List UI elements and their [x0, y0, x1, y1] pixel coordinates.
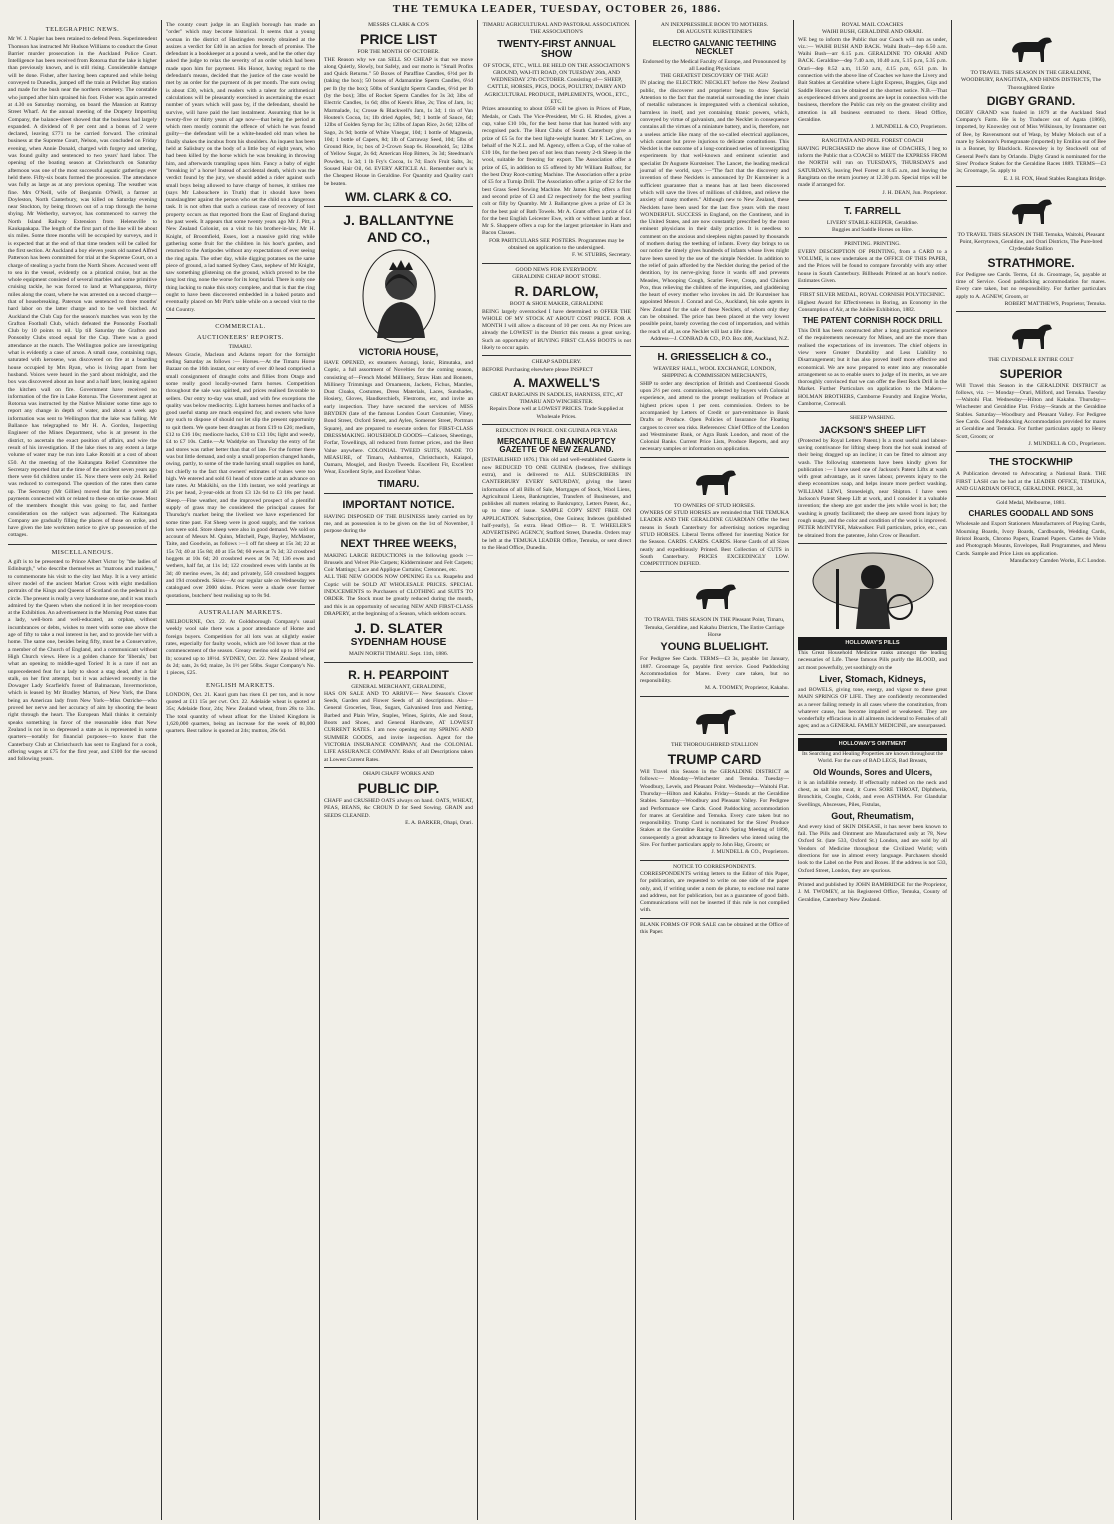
holloway-ointment-big-2: Gout, Rheumatism,	[831, 810, 914, 821]
price-list-title: PRICE LIST	[359, 31, 437, 48]
rock-drill-ad	[798, 288, 947, 408]
trump-card-signature: J. MUNDELL & CO., Proprietors.	[711, 849, 789, 856]
horse-icon	[1006, 319, 1056, 353]
strathmore-title: STRATHMORE.	[987, 255, 1075, 270]
holloway-ointment-foot: And every kind of SKIN DISEASE, it has never been known to fail. The Pills and Ointment are Manufactured only at 78, New Oxford St. (late 533, Oxford St.) London, and are sold by all Vendors of Medicine throughout the Civilized World; with directions for use in almost every language. Purchasers should look to the Label on the Pots and Boxes. If the address is not 533, Oxford Street, London, they are spurious.	[798, 823, 947, 874]
superior-title: SUPERIOR	[999, 366, 1063, 381]
stockwhip-body: A Publication devoted to Advocating a National Bank. THE FIRST LASH can be had at the LEADER OFFICE, TEMUKA, AND GUARDIAN OFFICE, GERALDINE. PRICE, 3d.	[956, 471, 1106, 492]
column-7	[952, 20, 1110, 1520]
trump-card-ad	[640, 696, 789, 857]
holloway-pills-ad	[798, 543, 947, 731]
correspondents-heading: NOTICE TO CORRESPONDENTS.	[673, 863, 756, 870]
important-notice-body-3: ALL THE NEW GOODS NOW OPENING Ex s.s. Ruapehu and Coptic will be SOLD AT WHOLESALE PRICES. SPECIAL INDUCEMENTS to Purchasers of CLOTHING and SUITS TO ORDER. The Stock must be greatly reduced during the month, and this is an opportunity of securing NEW AND FIRST-CLASS DRAPERY, at the beginning of a Season, which seldom occurs.	[324, 574, 473, 617]
clark-signature: WM. CLARK & CO.	[345, 189, 452, 204]
annual-show-signature: F. W. STUBBS, Secretary.	[571, 252, 631, 259]
sheep-lift-title: JACKSON'S SHEEP LIFT	[819, 424, 926, 435]
farrell-body: Buggies and Saddle Horses on Hire.	[831, 227, 914, 234]
ohapi-top: OHAPI CHAFF WORKS AND	[362, 770, 435, 777]
public-dip-title: PUBLIC DIP.	[357, 780, 440, 797]
holloway-pills-big: Liver, Stomach, Kidneys,	[819, 674, 926, 684]
rock-drill-title: THE PATENT CORNISH ROCK DRILL	[802, 316, 943, 326]
masthead-title: THE TEMUKA LEADER, TUESDAY, OCTOBER 26, 1886.	[392, 3, 722, 15]
good-news-heading: GOOD NEWS FOR EVERYBODY.	[515, 266, 598, 273]
strathmore-ad	[956, 186, 1106, 308]
holloway-pills-body: This Great Household Medicine ranks amongst the leading necessaries of Life. These famous Pills purify the BLOOD, and act most powerfully, yet soothingly on the	[798, 650, 947, 671]
farrell-sub: LIVERY STABLE-KEEPER, Geraldine.	[826, 219, 919, 226]
holloway-pills-text: and BOWELS, giving tone, energy, and vigour to these great MAIN SPRINGS OF LIFE. They are confidently recommended as a never failing remedy in all cases where the constitution, from whatever cause, has become impaired or weakened. They are wonderfully efficacious in all ailments incidental to Females of all ages; and as a GENERAL FAMILY MEDICINE, are unsurpassed.	[798, 687, 947, 730]
pearpoint-sub: GENERAL MERCHANT, GERALDINE,	[351, 683, 446, 690]
stud-horses-heading: TO OWNERS OF STUD HORSES.	[673, 502, 756, 509]
divider	[8, 544, 157, 545]
county-court-article: The county court judge in an English borough has made an "order" which may become historical. It seems that a young woman in the district of Hastingden recently obtained at the assizes a verdict for £40 in an action for breach of promise. The defendant is a bookkeeper at a pound a week, and he the other day asked the judge to relax the severity of an order which had been made upon him for payment. His Honor, having regard to the defendant's means, decided that the justice of the case would be met by an order for the payment of 4s per month. The sum owing is about £30, which, and readers with a talent for arithmetical calculations will be pleasantly exercised in ascertaining the exact number of years which will pass by, if the defendant, should he survive, will have paid the last instalment. Assuming that he is twenty-five or thirty years of age now—that being the period at which men mostly commit the offence of which he was found guilty—the defendant will be a white-headed old man when he finally shakes the incubus from his shoulders. An inquest has been held at Salisbury on the body of a little boy of eight years, who had been killed by the horse which he was breaking in throwing him, and afterwards trampling upon him. Fancy a baby of eight "breaking in" a horse! Instead of accidental death, which was the verdict found by the jury, we should added a rider against such small boys being allowed to have charge of horses, it strikes me (says Mr Labouchere in Truth) that it should have been manslaughter against the person who set the child on a dangerous task. It is not often that such a curious case of recovery of lost property occurs as that reported from the East of England during the past week. It appears that some twenty years ago Mr J. Pitt, a New Zealand Colonist, on a visit to his brother-in-law, Mr H. Knight, of Broomfield, Essex, lost a massive gold ring while gathering some fruit for the children in his host's garden, and returned to the Antipodes without any expectations of ever seeing the ring again. The other day, while digging potatoes on the same piece of ground, a lad named Sydney Cass, nephew of Mr Knight, saw something glistening on the ground, which proved to be the long lost ring, none the worse for its long burial. There is only one thing lacking to make this story complete, and that is that the ring ought to have been discovered embedded in a baked potato and eventually placed on Mr Pitt's table while on a second visit to the Old Country.	[166, 22, 315, 313]
digby-grand-ad	[956, 25, 1106, 183]
necklet-sub: DR AUGUSTE KURSTEINER'S	[676, 29, 753, 36]
pearpoint-body: HAS ON SALE AND TO ARRIVE— New Season's Clover Seeds, Garden and Flower Seeds of all descriptions. Also— General Groceries, Teas, Sugars, Galvanised Iron and Netting, Barbed and Plain Wire, Staples, Wines, Spirits, Ale and Stout, Boots and Shoes, and General Hardware, AT LOWEST CURRENT RATES. I am now opening out my SPRING AND SUMMER GOODS, and invite inspection. Agent for the VICTORIA INSURANCE COMPANY, And the COLONIAL LIFE ASSURANCE COMPANY. Risks of all Descriptions taken at Lowest Current Rates.	[324, 690, 473, 763]
horse-icon	[690, 704, 740, 738]
english-markets-body: LONDON, Oct. 21. Kauri gum has risen £1 per ton, and is now quoted at £11 15s per cwt. Oct. 22. Adelaide wheat is quoted at 35s; Adelaide flour, 24s; New Zealand wheat, from 28s to 33s. The total quantity of wheat afloat for the United Kingdom is 1,620,000 quarters, being an increase for the week of 80,000 quarters. Best tallow is quoted at 24s; mutton, 26s 6d.	[166, 691, 315, 735]
rock-drill-body: This Drill has been constructed after a long practical experience of the requirements necessary for Mines, and are the more than realised the expectations of its inventors. The chief objects in view were Greater Durability and Less Liability to Disarrangement; but it has also proved itself more effective and economical. We are now prepared to enter into any reasonable arrangement so as to enable users to judge of its merits, as we are thoroughly convinced that we can offer the Best Rock Drill in the Market. Further Particulars on application to the Makers— HOLMAN BROTHERS, Camborne Foundry and Engine Works, Camborne, Cornwall.	[798, 328, 947, 408]
sheep-washing-heading: SHEEP WASHING.	[849, 415, 896, 422]
holloway-ointment-ad	[798, 734, 947, 875]
bluelight-body: TO TRAVEL THIS SEASON IN THE Pleasant Point, Timaru, Temuka, Geraldine, and Kakahu Districts, The Entire Carriage Horse	[644, 617, 785, 638]
bluelight-signature: M. A. TOOMEY, Proprietor, Kakahu.	[704, 685, 789, 692]
imprint	[798, 878, 947, 904]
royal-mail-body: WE beg to inform the Public that our Coach will run as under, viz.:— WAIHI BUSH AND BACK. Waihi Bush—dep 6.50 a.m. Waihi Bush—arr 6.15 p.m. GERALDINE TO ORARI AND BACK. Geraldine—dep 7.40 a.m, 10.40 a.m, 5.15 p.m, 5.35 p.m. Orari—dep 8.52 a.m, 11.50 a.m, 4.15 p.m, 6.51 p.m. In connection with the above line of Coaches we have the Livery and Bait Stables at Geraldine where Light Express, Buggies, Gigs and Saddle Horses can be obtained at the shortest notice. N.B.—That as experienced drivers and grooms are kept in connection with the business, therefore the Public can rely on the greatest civility and attention in all business entrusted to them. Head Office, Geraldine.	[798, 36, 947, 123]
ballantyne-body: HAVE OPENED, ex steamers Aorangi, Ionic, Rimutaka, and Coptic, a full assortment of Novelties for the coming season, consisting of—French Model Millinery, Straw Hats and Bonnets, Millinery Trimmings and Ornaments, Jackets, Fichus, Mantles, Dust Cloaks, Costumes, Dress Materials, Laces, Sunshades, Hosiery, Gloves, Handkerchiefs, Flestroms, etc, and invite an early inspection. They have secured the services of MISS BRYDEN (late of the famous London Court Costumier, Viney, Bond Street, Oxford Street, and Aylen, Somerset Street, Portman Square), and are prepared to execute orders for FIRST-CLASS DRESSMAKING. HOUSEHOLD GOODS—Calicoes, Sheetings, Forfar, Towellings, all reduced from former prices, and the Best Value anywhere. COLONIAL TWEED SUITS, MADE TO MEASURE, of Timaru, Ashburton, Christchurch, Kaiapoi, Oamaru, Mosgiel, and Roslyn Tweeds. Excellent Fit, Excellent Wear, Excellent Style, and Excellent Value.	[324, 359, 473, 476]
darlow-sub: BOOT & SHOE MAKER, GERALDINE	[509, 301, 604, 308]
column-2	[162, 20, 320, 1520]
necklet-body: IN placing the ELECTRIC NECKLET before the New Zealand public, the discoverer and proprietor begs to draw Special Attention to the fact that the material surrounding the inner chain of metallic substances is impregnated with a chemical solution, harmless in itself, and yet containing titanic powers, which, conveyed by virtue of galvanism, and the Necklet in consequence contains all the virtues of a miniature battery, and is, therefore, not a useless article like many of the so-called electrical appliances, which cannot but prove injurious to delicate constitutions. This Necklet is the outcome of a long-continued series of investigating experiments by that well-known and eminent scientist and specialist Dr Auguste Kursteiner. The Lancet, the leading medical journal of the world, says :—"The fact that the discovery and invention of these Necklets is announced by Dr Kursteiner is a sufficient guarantee that a means has at last been discovered which will save the lives of millions of children, and relieve the anxiety of many mothers." Although new to New Zealand, these Necklets have been used for the last five years with the most WONDERFUL SUCCESS in England, on the Continent, and in the United States, and are now constantly prescribed by the most eminent physicians in their daily practice. It is needless to comment on the anxious and sleepless nights passed by thousands of mothers during the teething of infants. Every day brings to us our notice the timely gives hundreds of infants whose lives might have been saved by the use of the simple Necklet. In addition to the relief of pain afforded by the Necklet during the period of the dentition, by its nerve-giving force it wards off and prevents Measles, Whooping Cough, Scarlet Fever, Croup, and Chicken Pox, thus relieving the children of the impurities, and gladdening the heart of every mother who invokes its aid. Dr Kursteiner has appointed Messrs J. Conrad and Co., Auckland, his sole agents in New Zealand for the sale of these Necklets, of whom only they can be obtained. The price has been placed at the very lowest possible point, barely covering the cost of importation, and within the reach of all, as one Necklet will last a life time.	[640, 80, 789, 335]
timaru-subheading: TIMARU.	[228, 344, 253, 351]
horse-icon	[1006, 194, 1056, 228]
column-4	[478, 20, 636, 1520]
important-notice-body-2: MAKING LARGE REDUCTIONS in the following goods :— Brussels and Velvet Pile Carpets; Kidderminster and Felt Carpets; Coir Mattings; Lace and Applique Curtains; Cretonnes, etc.	[324, 552, 473, 574]
holloway-ointment-big: Old Wounds, Sores and Ulcers,	[813, 767, 932, 777]
gazette-ad	[482, 424, 631, 552]
holloway-pills-title: HOLLOWAY'S PILLS	[798, 637, 947, 650]
goodall-heading: Gold Medal, Melbourne, 1881.	[996, 500, 1066, 507]
column-5	[636, 20, 794, 1520]
necklet-sub2: Endorsed by the Medical Faculty of Europe, and Pronounced by all Leading Physicians	[642, 58, 787, 72]
annual-show-body: OF STOCK, ETC., WILL BE HELD ON THE ASSOCIATION'S GROUND, WAI-ITI ROAD, ON TUESDAY 26th, AND WEDNESDAY 27th OCTOBER. Consisting of— SHEEP, CATTLE, HORSES, PIGS, DOGS, POULTRY, DAIRY AND AGRICULTURAL PRODUCE, IMPLEMENTS, WOOL, ETC., ETC.	[483, 62, 630, 106]
printing-heading: PRINTING. PRINTING.	[844, 241, 901, 248]
digby-grand-body: DIGBY GRAND was foaled in 1879 at the Auckland Stud Company's Farm. He is by Traducer out of Agata (1866), imported, by Knowsley out of Miss Wilkinson, by Ironmaster out of Bee, by Ravensmont out of Wasp, by Muley Moloch out of a mare by Solomon's Pomegranate (imported) by Emilius out of Bee in a Bonnet, by Blacklock. Knowsley is by Stockwell out of General Peel's dam by Orlando. Digby Grand is nominated for the Sires' Produce Stakes for the Geraldine Races 1889. TERMS—£3 3s; Groomage, 5s. apply to	[956, 109, 1106, 175]
britannia-emblem-icon	[800, 549, 946, 635]
superior-heading: THE CLYDESDALE ENTIRE COLT	[988, 357, 1074, 364]
rock-drill-award: Highest Award for Effectiveness in Boring, an Economy in the Consumption of Air, at the Jubilee Exhibition, 1882.	[798, 299, 947, 313]
griesselich-ad	[640, 346, 789, 454]
horse-icon	[1006, 32, 1056, 66]
cheap-boot-store: GERALDINE CHEAP BOOT STORE.	[512, 273, 601, 280]
holloway-ointment-title: HOLLOWAY'S OINTMENT	[798, 738, 947, 751]
holloway-ointment-body: Its Searching and Healing Properties are known throughout the World. For the cure of BAD LEGS, Bad Breasts,	[801, 751, 944, 765]
peel-forest-signature: J. H. DEAN, Jun. Proprietor.	[882, 189, 947, 196]
darlow-ad	[482, 263, 631, 353]
gazette-title: MERCANTILE & BANKRUPTCY GAZETTE OF NEW ZEALAND.	[497, 437, 616, 455]
stud-horses-body: OWNERS OF STUD HORSES are reminded that THE TEMUKA LEADER AND THE GERALDINE GUARDIAN Offer the best means in South Canterbury for advertising notices regarding STUD HORSES. Liberal Terms offered for inserting Notice for the Season. CARDS. CARDS. CARDS. Horse Cards of all Sizes neatly and expeditiously Printed. Best Collection of CUTS in South Canterbury. PRICES EXCEEDINGLY LOW. COMPETITION DEFIED.	[640, 510, 789, 568]
imprint-text: Printed and published by JOHN BAMBRIDGE for the Proprietor, J. M. TWOMEY, at his Registered Office, Temuka, County of Geraldine, Canterbury New Zealand.	[798, 881, 947, 903]
column-1	[4, 20, 162, 1520]
trump-card-title: TRUMP CARD	[667, 751, 762, 768]
miscellaneous-body: A gift is to be presented to Prince Albert Victor by "the ladies of Edinburgh," who describe themselves as "matrons and maidens," to commemorate his visit to the city last May. It is a very artistic silver model of the ancient Market Cross with eight medallion portraits of the Kings and Queens of Scotland on the pedestal in a circle. The present is really a very handsome one, and it was much admired by the Queen when she noticed it in her reception-room at the Exhibition. An advertisement in the Morning Post states that a lady, well-born and well-educated, an orphan, without incumbrances or debts, wishes to meet with some one above the age of fifty to take a real interest in her, and to provide her with a home. The same one, besides being fifty, must be a Conservative, a member of the Church of England, and a communicant without High Church views. Here is a golden chance for 'liberals,' but what an opening to middle-aged Tories! It is a rare if not an unprecedented feat for a lady to shoot a stag dead, after a fair stalk, on her first attempt, but it was achieved recently in the Dowager Lady Scarfield's forest of Balmacaan, Invermoriston, which is leased by Mr Bradley Marton, of New York, the Dans being an American lady from New York—Miss Ostriche—who proved her nerve and her accuracy of aim by shooting the beast right through the heart. The European Mail thinks it certainly speaks something in favor of the reasonable idea that New Zealand is not in so depressed a state as is represented in some quarters—notably for financial purposes—to know that the Canterbury Club at Christchurch has sent to England for a cook, offering wages at £75 for the first year, and £100 for the second and following years.	[8, 559, 157, 763]
slater-address: MAIN NORTH TIMARU. Sept. 11th, 1886.	[348, 651, 449, 658]
superior-body: Will Travel this Season in the GERALDINE DISTRICT as follows, viz. :— Monday—Orari, Milford, and Temuka. Tuesday—Waitohi Flat. Wednesday—Hilton and Kakahu. Thursday—Winchester and Geraldine Flat. Friday—Stands at the Geraldine Stables. Saturday—Woodbury and Pleasant Valley. For Pedigree See Cards. Good Paddocking Accommodation provided for mares at Geraldine and Temuka. For further particulars apply to Henry Scott, Groom; or	[956, 382, 1106, 440]
stockwhip-title: THE STOCKWHIP	[989, 457, 1073, 469]
digby-grand-signature: E. J. H. FOX, Head Stables Rangitata Bridge.	[1003, 175, 1106, 182]
stud-horses-ad	[640, 457, 789, 569]
blank-forms-body: BLANK FORMS OF FOR SALE can be obtained at the Office of this Paper.	[640, 921, 789, 936]
necklet-heading: AN INEXPRESSIBLE BOON TO MOTHERS.	[660, 22, 769, 28]
australian-markets-body: MELBOURNE, Oct. 22. At Goldsborough Company's usual weekly wool sale there was a poor attendance of Home and foreign buyers. Competition for all lots was at slightly easier rates, especially for faulty wools, which are ½d lower than at the commencement of the season. Greasy merino sold up to 10½d per lb; scoured up to 18½d. SYDNEY, Oct. 22. New Zealand wheat, 4s 2d; oats, 2s 6d; maize, 3s 1½ per 56lbs. Sugar Company's No. 1 pieces, £25.	[166, 619, 315, 677]
auctioneers-report-body: Messrs Gracie, Maclean and Adams report for the fortnight ending Saturday as follows :— Horses.—At the Timaru Horse Bazaar on the 16th instant, our entry of over 40 head comprised a small consignment of draught colts and fillies from Otago and some really good locally-owned farm horses. Competition throughout the sale was spirited, and prices realised favorable to sellers. Our entry to-day was small, and with few exceptions the quality was below mediocrity. Light harness horses and hacks of a good useful stamp are much enquired for, and owners who have any such to dispose of should not let slip the present opportunity to quit them. We quote best draughts at from £19 to £26; medium, £12 to £16 10s; mediocre hacks, £10 to £13 10s; light and weedy, £4 to £7 10s. Cattle.—At Waddyke on Thursday the entry of fat and stores was rather better than that of late. For the former there was but little demand, and only a small proportion changed hands, owing, partly, to some of the trade having small supplies on hand, but chiefly to the fact that owners' estimates of values were too high. We entered and sold 61 head of store cattle at an advance on late rates. At Makikihi, on the 11th instant, we sold yearlings at 21s per head, 2-year-olds at from £3 12s 6d to £3 18s per head. Sheep.—Fine weather, and the improved prospect of a plentiful supply of grass may be considered the principal causes for Thursday's market being the liveliest we have experienced for some time past. Fat Sheep were in good supply, and the various lots were sold. Store sheep were also in good demand. We sold on account of Messrs M. Quinn, Mitchell, Page, Bayley, McMaster, Taite, and Goodwin, as follows :—1 off fat sheep at 15s 3d; 22 at 15s 7d; 40 at 15s 8d; 40 at 15s 9d; 60 ewes at 7s 3d; 32 crossbred hoggets at 10s 6d; 20 crossbred ewes at 9s 7d; 136 ewes and wethers, half fat, at 11s 1d; 122 crossbred ewes with lambs at 8s 3d; 40 merino ewes, 3s 4d; and privately, 550 crossbred hoggets and 194 crossbreds. Skins—At our regular sale on Wednesday we catalogued over 2000 skins. Prices were a shade over former quotations, butchers' best realising up to 8s 9d.	[166, 351, 315, 599]
necklet-address: Address—J. CONRAD & CO., P.O. Box 408, Auckland, N.Z.	[650, 335, 789, 342]
price-list-body: THE Reason why we can SELL SO CHEAP is that we move along Quietly, Slowly, but Safely, and our motto is "Small Profits and Quick Returns." 50 Boxes of Paraffine Candles, 6½d per lb (taking the box); 50 boxes of Adamantine Sperm Candles, 6½d per lb (by the box); 50lbs of Sunlight Sperm Candles, 6½d per lb (by the box); 3lbs of Rocket Sperm Candles for 3s 3d; 3lbs of Electric Candles, 1s 6d; 4lbs of Keen's Blue, 2s; Tins of Jam, 1s; Marmalade, 1s; Crosse & Blackwell's Jam, 1s 3d; 1 tin of Van Houten's Cocoa, 1s; 1lb dried Apples, 9d; 1 bottle of Sauce, 6d; 12lbs of Golden Syrup for 3s; 12lbs of Japan Rice, 2s 6d; 12lbs of Sago, 2s 9d; bottle of White Vinegar, 10d; 1 bottle of Magnesia, 10d; 1 bottle of Capers, 8d; 1lb of Carraway Seed, 10d; 5lbs of Ground Rice, 1s; box of 2-Crown Soap 6s. Household, 5s; 12lbs of Yellow Sugar, 2s 6d; American Hop Bitters, 3s 3d; Steedman's Powders, 1s 3d; 1 lb Fry's Cocoa, 1s 7d; Eno's Fruit Salts, 3s; Soused Hair Oil, 6d. EVERY ARTICLE A1. Remember our's is the Cheapest House in Geraldine. For Quantity and Quality can't be beaten.	[324, 56, 473, 187]
goodall-title: CHARLES GOODALL AND SONS	[968, 509, 1094, 519]
saddlery-heading: CHEAP SADDLERY.	[531, 359, 582, 366]
strathmore-heading: TO TRAVEL THIS SEASON IN THE Temuka, Waitohi, Pleasant Point, Kerrytown, Geraldine, and Orari Districts, The Pure-bred Clydesdale Stallion	[957, 231, 1105, 253]
goodall-signature: Manufactory Camden Works, E.C London.	[1009, 557, 1106, 564]
digby-grand-heading: TO TRAVEL THIS SEASON IN THE GERALDINE, WOODBURY, RANGITATA, AND HINDS DISTRICTS, The Thoroughbred Entire	[961, 70, 1101, 91]
victoria-house: VICTORIA HOUSE,	[358, 346, 439, 357]
correspondents-ad	[640, 860, 789, 915]
telegraphic-news-body: Mr W. J. Napier has been retained to defend Penn. Superintendent Thomson has instructed Mr Hudson Williams to conduct the Great Barrier murder prosecution in the Auckland Police Court. Intelligence has been received from Rotorua that the lake is higher than previously known, and is still rising. Considerable damage will be done. Fisher, after having been captured and while being conveyed to Dunedin, jumped off the train at Pelichet Bay station and made for the bush near the northern cemetery. The constable who jumped after him sprained his foot. Fisher was again arrested at 4.30 on Saturday morning, on board the Mansion at Rattray Street Wharf. At the annual meeting of the Drapery Importing Company, the balance-sheet showed that the business had largely expanded. A dividend of 8 per cent and a bonus of 2 were declared, leaving £771 to be carried forward. The criminal business at the Supreme Court, Nelson, was concluded on Friday evening, when Annie Donald, charged with forgery and uttering, was found guilty and sentenced to two years' hard labor. The opening of the boating season at Christchurch on Saturday afternoon was one of the most successful aquatic gatherings ever held there. Fifty-six boats formed the procession. The attendance was fully as large as at any previous opening. The weather was fine. Mrs O'Neill, wife of Benjamin O'Neill, a farmer at Doyleston, North Canterbury, was killed on Saturday evening near Stockton, by being thrown out of a trap through the horse shying. Mr Wetherby, surveyor, has commenced to survey the North Island Railway Extension from Helensville to Kaukapakapa. The length of the first part of the line will be about six miles. Some three months will be occupied by surveys, and it is expected that at the end of that time tenders will be called for the first section. At Auckland a boy eleven years old named Alfred Patterson has been committed for trial at the Supreme Court, on a charge of stealing a yacht from the North Shore. Accused went off to sea in the vessel, evidently on a piratical cruise, but as the whole equipment consisted of several marbles and some primitive cruising tackle, he was forced to land at Whangaparoa, thirty miles along the coast, where he was arrested on a second charge—that of housebreaking. Paterson was sentenced to three months' hard labor on the latter charge and to be well birched. At Auckland the Club Cup for the season's matches was won by the Grafton Football Club, which defeated the Ponsonby Football Club by 10 points to nil. Up till Saturday the Grafton and Ponsonby Clubs stood equal for the Cup. There was a good attendance at the match. The Wellington police are investigating what is evidently a case of arson. A small case, containing rags, saturated with kerosene, was discovered on fire at a boarding house occupied by Mrs Ryan, who is living apart from her husband. Voices were heard in the yard about midnight, and the box was discovered about an hour and a half later, leaning against the kitchen wall on fire. Government have received no information of the fire in Lake Rotorua. The Government agent at Rotorua was instructed by the Native Minister some time ago to report any change in depth of water, and about a week ago information was sent to Wellington that the lake was falling. Mr Ballance has telegraphed to Mr H. A. Gordon, Inspecting Engineer of the Mines Department, who is at present in the district, to ascertain the exact position of affairs, and wire the result of his investigation. If the lake rises to any extent a large volume of water may be run into Lake Rotoiti at a cost of about £50. At the meeting of the Kaitangata Relief Committee the Secretary reported that at the time of the accident seven years ago there were 64 children under 15. Now there were only 24. Relief was reduced to correspond. The question of the rates then came up. The Secretary (Mr Gillies) moved that for the present all payments connected with or related to these on strike cease. Most of the members thought this was going to far, and further consideration on the subject was adjourned. The Kaitangata Company are gradually filling the places of those on strike, and have given the late workmen notice to give up possession of the cottages.	[8, 36, 158, 539]
gazette-heading: REDUCTION IN PRICE. ONE GUINEA PER YEAR	[495, 428, 618, 435]
ohapi-ad	[324, 767, 473, 827]
slater-ad	[324, 493, 473, 659]
commercial-heading: COMMERCIAL.	[215, 322, 266, 330]
farrell-title: T. FARRELL	[844, 205, 901, 217]
griesselich-sub: WEAVERS' HALL, WOOL EXCHANGE, LONDON, SHIPPING & COMMISSION MERCHANTS,	[653, 366, 776, 380]
ballantyne-ad	[324, 206, 473, 490]
pearpoint-ad	[324, 662, 473, 764]
strathmore-body: For Pedigree see Cards. Terms, £4 4s. Groomage, 5s, payable at time of Service. Good paddocking accommodation for mares. Every care taken, but no responsibility. For further particulars apply to A. AGNEW, Groom, or	[956, 271, 1106, 300]
annual-show-foot: FOR PARTICULARS SEE POSTERS. Programmes may be obtained on application to the undersigned.	[488, 237, 625, 252]
maxwell-title: A. MAXWELL'S	[513, 375, 600, 390]
queen-portrait-icon	[359, 248, 439, 344]
strathmore-signature: ROBERT MATTHEWS, Proprietor, Temuka.	[1004, 300, 1106, 307]
printing-ad	[798, 237, 947, 285]
important-notice-body: HAVING DISPOSED OF THE BUSINESS lately carried on by me, and as possession is to be given on the 1st of November, I purpose during the	[324, 513, 473, 535]
english-markets-heading: ENGLISH MARKETS.	[205, 681, 276, 689]
divider	[166, 318, 315, 319]
sheep-lift-body: (Protected by Royal Letters Patent.) Is a most useful and labour-saving contrivance for lifting sheep from the hot soak instead of their being dragged up an incline; it can be fitted to almost any wash. The following statements have been kindly given for publication :— I have used one of Jackson's Patent Lifts at wash with great advantage, as it saves labour, prevents injury to the sheep economizes soap, and helps insure more perfect washing. WILLIAM LEWI, Stonesleigh, near Shipton. I have seen Jackson's Patent Sheep Lift at work, and I consider it a valuable invention; the sheep are got under the jets while wool is hot; the washing is greatly facilitated; the sheep are saved from injury by rough usage, and the color and condition of the wool is improved. PETER McINTYRE, Makwalker. Full particulars, price, etc., can be obtained from the patentee, John Crow or Beaufort.	[798, 437, 947, 539]
stockwhip-ad	[956, 451, 1106, 493]
holloway-ointment-text: it is an infallible remedy. If effectually rubbed on the neck and chest, as salt into meat, it Cures SORE THROAT, Diphtheria, Bronchitis, Coughs, Colds, and even ASTHMA. For Glandular Swellings, Abscesses, Piles, Fistulas,	[798, 779, 947, 808]
divider	[166, 604, 315, 605]
farrell-ad	[798, 200, 947, 235]
annual-show-prizes: Prizes amounting to about £650 will be given in Prices of Plate, Medals, or Cash. The Vice-President, Mr G. H. Rhodes, gives a cup, value £10 10s, for the best horse that has hunted with any recognised pack. The Hunt Clubs of South Canterbury give a prize of £5 5s for the best light-weight hunter. Mr F. LeCren, on behalf of the N.Z.L. and M. Agency, offers a Cup, of the value of £10 10s, for the best pen of not less than twenty 2-th Sheep in the wool, suitable for freezing for export. The Association offer a prize of £5, in addition to £5 offered by Mr William Balfour, for the best Dray Root-cutting Machine. The Association offer a prize of £5 for a Turnip Drill. The Association offer a prize of £2 for the best Grass Seed Sowing Machine. Mr James King offers a first and second prize of £3 and £2 respectively for the best yearling colt or filly by Quamby. Mr J. Ballantyne gives a prize of £3 3s for the best pair of Bath Towels. Mr A. Grant offers a prize of £4 for the best English Leicester Ewe, with or without lamb at foot. Mr S. Shappere offers a cup for the largest prizetaker in Ham and Bacon Classes.	[482, 106, 631, 237]
show-ad-sub: THE ASSOCIATION'S	[530, 29, 583, 36]
telegraphic-news-heading: TELEGRAPHIC NEWS.	[45, 26, 120, 33]
darlow-title: R. DARLOW,	[514, 283, 599, 300]
rock-drill-heading: FIRST SILVER MEDAL, ROYAL CORNISH POLYTECHNIC.	[799, 292, 946, 299]
superior-ad	[956, 311, 1106, 448]
maxwell-sub: GREAT BARGAINS IN SADDLES, HARNESS, ETC, AT TIMARU AND WINCHESTER.	[490, 391, 623, 406]
ohapi-signature: E. A. BARKER, Ohapi, Orari.	[405, 820, 473, 826]
peel-forest-heading: RANGITATA AND PEEL FOREST COACH	[821, 138, 924, 145]
pearpoint-title: R. H. PEARPOINT	[348, 667, 449, 682]
maxwell-ad	[482, 355, 631, 421]
bluelight-ad	[640, 571, 789, 692]
column-3	[320, 20, 478, 1520]
horse-icon	[690, 465, 740, 499]
darlow-body: BEING largely overstocked I have determined to OFFER THE WHOLE OF MY STOCK AT ABOUT COST PRICE. FOR A MONTH I will allow a discount of 10 per cent. As my Prices are already the LOWEST in the District this means a great saving. Such an opportunity of BUYING FIRST CLASS BOOTS is not likely to occur again.	[482, 308, 631, 351]
necklet-title: ELECTRO GALVANIC TEETHING NECKLET	[652, 38, 777, 56]
important-notice-title: IMPORTANT NOTICE.	[342, 498, 455, 511]
ballantyne-place: TIMARU.	[377, 478, 420, 490]
printing-body: EVERY DESCRIPTION OF PRINTING, from a CARD to a VOLUME, is now undertaken at the OFFICE OF THIS PAPER, and the Prices will be found to compare favorably with any other house in South Canterbury. Billheads Printed at an hour's notice. Estimates Given.	[798, 248, 947, 284]
correspondents-body: CORRESPONDENTS writing letters to the Editor of this Paper, for publication, are requested to write on one side of the paper only, and, if writing under a nom de plume, to enclose real name and address, not for publication, but as a guarantee of good faith. Communications will not be inserted if this rule is not complied with.	[640, 870, 789, 914]
maxwell-body: BEFORE Purchasing elsewhere please INSPECT	[482, 366, 593, 373]
bluelight-terms: For Pedigree See Cards. TERMS—£3 3s, payable 1st January, 1887. Groomage 5s, payable first service. Good Paddocking Accommodation for Mares. Every care taken, but no responsibility.	[640, 656, 789, 685]
goodall-ad	[956, 496, 1106, 565]
newspaper-columns	[4, 20, 1110, 1520]
griesselich-body: SHIP to order any description of British and Continental Goods upon 2½ per cent. commission, selected by buyers with Colonial experience, and attend to the prompt realization of Produce at highest prices upon 1 per cent. commission. Orders to be accompanied by Letters of Credit or part-remittance in Bank Drafts or Produce. Open Policies of Insurance for Floating cargoes to cover sea risks. References: Chief Office of the London and Westminster Bank, or Agra Bank London, and most of the Colonial Banks. Current Price Lists, Produce Reports, and any necessary samples or information on application.	[640, 380, 789, 453]
ohapi-body: CHAFF and CRUSHED OATS always on hand. OATS, WHEAT, PEAS, BEANS, &c CROUN D for Seed Sowing. GRAIN and SEEDS CLEANED.	[324, 798, 473, 819]
superior-signature: J. MUNDELL & CO., Proprietors.	[1028, 440, 1106, 447]
sydenham-house: SYDENHAM HOUSE	[350, 637, 447, 649]
trump-card-heading: THE THOROUGHBRED STALLION	[671, 741, 758, 748]
clark-ad-top: MESSRS CLARK & CO'S	[368, 22, 429, 28]
column-6	[794, 20, 952, 1520]
show-ad-top: TIMARU AGRICULTURAL AND PASTORAL ASSOCIATION.	[482, 22, 631, 28]
maxwell-foot: Repairs Done well at LOWEST PRICES. Trade Supplied at Wholesale Prices.	[489, 406, 624, 420]
peel-forest-body: HAVING PURCHASED the above line of COACHES, I beg to inform the Public that a COACH to MEET the EXPRESS FROM the NORTH will run on TUESDAYS, THURSDAYS and SATURDAYS, leaving Peel Forest at 8.45 a.m, and leaving the Rangitata on the return journey at 12.30 p.m. Special trips will be made if arranged for.	[798, 145, 947, 189]
ballantyne-title-2: AND CO.,	[367, 228, 430, 245]
blank-forms-ad	[640, 918, 789, 937]
royal-mail-sub: WAIHI BUSH, GERALDINE AND ORARI.	[822, 29, 923, 36]
annual-show-title: TWENTY-FIRST ANNUAL SHOW	[497, 38, 616, 60]
peel-forest-ad	[798, 134, 947, 196]
australian-markets-heading: AUSTRALIAN MARKETS.	[198, 608, 283, 616]
digby-grand-title: DIGBY GRAND.	[986, 93, 1076, 108]
miscellaneous-heading: MISCELLANEOUS.	[51, 548, 114, 556]
griesselich-title: H. GRIESSELICH & CO.,	[657, 352, 772, 364]
slater-signature: J. D. SLATER	[354, 620, 443, 637]
sheep-lift-ad	[798, 411, 947, 539]
necklet-big: THE GREATEST DISCOVERY OF THE AGE!	[660, 73, 769, 80]
next-three-weeks: NEXT THREE WEEKS,	[340, 537, 457, 550]
ballantyne-title: J. BALLANTYNE	[343, 211, 454, 228]
horse-icon	[690, 579, 740, 613]
gazette-body: [ESTABLISHED 1876.] This old and well-established Gazette is now REDUCED TO ONE GUINEA (Indexes, five shillings extra), and is delivered to ALL SUBSCRIBERS IN CANTERBURY EVERY SATURDAY, giving the latest information of all Bills of Sale, Mortgages of Stock, Wool Liens, Agricultural Liens, Bankruptcies, Transfers of Businesses, and publishes all matters relating to Bankruptcy, Letters Patent, &c., up to time of issue. SAMPLE COPY SENT FREE ON APPLICATION. Subscription, One Guinea; Indexes (published half-yearly), 5s extra. Head Office— R. T. WHEELER'S ADVERTISING AGENCY, Stafford Street, Dunedin. Orders may be left at the TEMUKA LEADER Office, Temuka, or sent direct to the Head Office, Dunedin.	[482, 457, 631, 551]
goodall-body: Wholesale and Export Stationers Manufacturers of Playing Cards, Mourning Boards, Ivory Boards, Cardboards, Wedding Cards, Bristol Boards, Chromo Papers, Enamel Papers. Cartes de Visite and Photograph Mounts, Envelopes, Ball Programmes, and Menu Cards. Sample and Price Lists on application.	[956, 521, 1106, 557]
royal-mail-heading: ROYAL MAIL COACHES	[841, 22, 904, 28]
auctioneers-heading: AUCTIONEERS' REPORTS.	[197, 334, 284, 342]
price-list-sub: FOR THE MONTH OF OCTOBER.	[357, 49, 440, 56]
bluelight-title: YOUNG BLUELIGHT.	[660, 641, 769, 654]
masthead	[0, 0, 1114, 20]
trump-card-body: Will Travel this Season in the GERALDINE DISTRICT as follows:— Monday—Winchester and Temuka. Tuesday—Woodbury, Levels, and Pleasant Point. Wednesday—Waitohi Flat. Thursday—Hilton and Kakahu. Friday—Stands at the Geraldine Stables. Saturday—Woodbury and Pleasant Valley. For Pedigree and Performance see Cards. Good Paddocking accommodation for mares at Geraldine and Temuka. Every care taken but no responsibility. Trump Card is nominated for the Sires' Produce Stakes at the Geraldine Racing Club's Spring Meeting of 1890, consequently a great advantage to Breeders who intend using the Sire. For further particulars apply to John Hay, Groom; or	[640, 769, 789, 849]
royal-mail-signature: J. MUNDELL & CO, Proprietors.	[870, 124, 947, 131]
